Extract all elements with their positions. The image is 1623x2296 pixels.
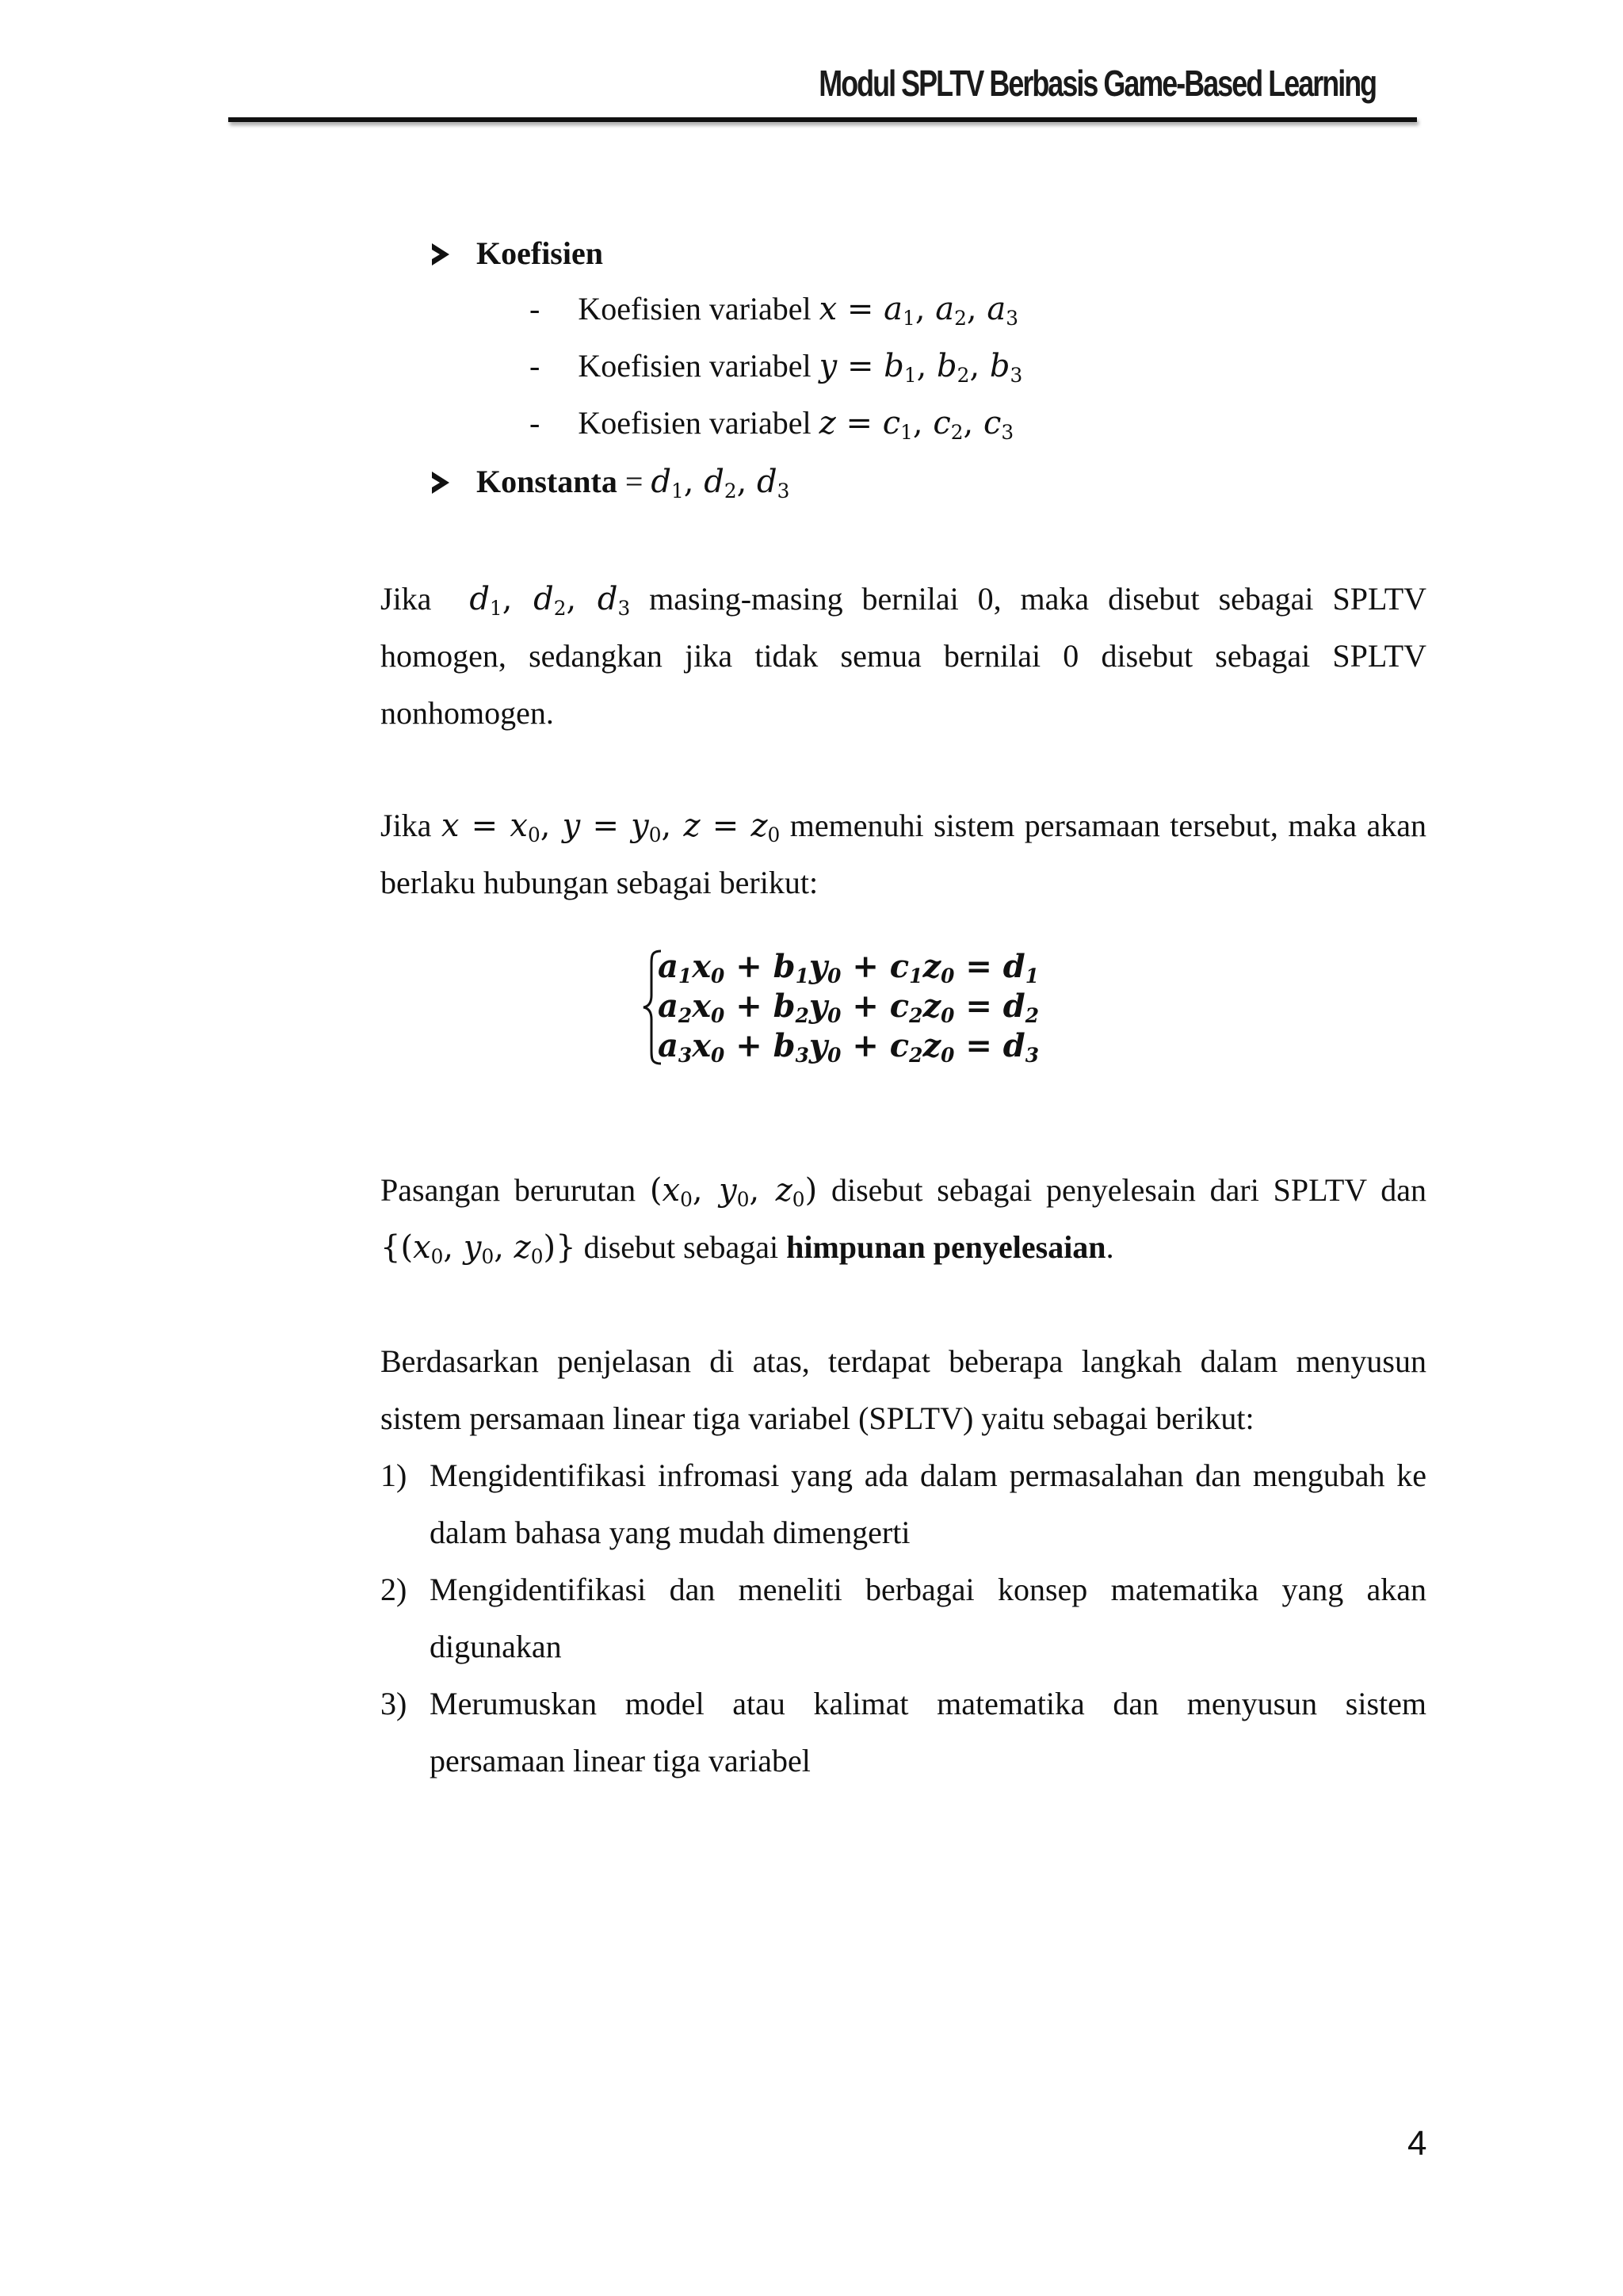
paragraph-homogen: Jika $d_1$, $d_2$, $d_3$ masing-masing bernilai 0, maka disebut sebagai SPLTV homogen, sedangkan jika tidak semua bernilai 0 disebut sebagai SPLTV nonhomogen. — [380, 581, 1427, 731]
coef-bullet — [432, 235, 603, 273]
document-page: Modul SPLTV Berbasis Game-Based Learning Koefisien - Koefisien variabel $x = a_1$, $a_2$, $a_3$ - Koefisien variabel $y = b_1$, $b_2$, $b_3$ - Koefisien variabel $z = c_1$, $c_2$, $c_3$ Konstanta = $d_1$, $d_2$, $d_3$ Jika $d_1$, $d_2$, $d_3$ masing-masing bernilai 0, maka disebut sebagai SPLTV homogen, sedangkan jika tidak semua bernilai 0 disebut sebagai SPLTV nonhomogen. Jika $x = x_0$, $y = y_0$, $z = z_0$ memenuhi sistem persamaan tersebut, maka akan berlaku hubungan sebagai berikut: $a_1x_0 + b_1y_0 + c_1z_0 = d_1$ $a_2x_0 + b_2y_0 + c_2z_0 = d_2$ $a_3x_0 + b_3y_0 + c_2z_0 = d_3$ Pasangan berurutan ($x_0$, $y_0$, $z_0$) disebut sebagai penyelesain dari SPLTV dan {($x_0$, $y_0$, $z_0$)} disebut sebagai himpunan penyelesaian. Berdasarkan penjelasan di atas, terdapat beberapa langkah dalam menyusun sistem persamaan linear tiga variabel (SPLTV) yaitu sebagai berikut: 1) Mengidentifikasi infromasi yang ada dalam permasalahan dan mengubah ke dalam bahasa yang mudah dimengerti 2) Mengidentifikasi dan meneliti berbagai konsep matematika yang akan digunakan 3) Merumuskan model atau kalimat matematika dan menyusun sistem persamaan linear tiga variabel 4 — [0, 0, 1623, 2296]
paragraph-solution-intro: Jika $x = x_0$, $y = y_0$, $z = z_0$ memenuhi sistem persamaan tersebut, maka akan berlaku hubungan sebagai berikut: — [380, 808, 1427, 900]
coef-item-x: - Koefisien variabel $x = a_1$, $a_2$, $a_3$ — [529, 291, 1018, 330]
coef-item-z: - Koefisien variabel $z = c_1$, $c_2$, $c_3$ — [529, 405, 1014, 444]
arrow-bullet-icon — [432, 472, 449, 494]
arrow-bullet-icon — [432, 243, 449, 266]
coef-item-y: - Koefisien variabel $y = b_1$, $b_2$, $b_3$ — [529, 348, 1023, 387]
konstanta-bullet: Konstanta = $d_1$, $d_2$, $d_3$ — [432, 463, 789, 501]
equation-1: $a_1x_0 + b_1y_0 + c_1z_0 = d_1$ — [658, 948, 1040, 988]
konstanta-heading: Konstanta — [476, 464, 617, 499]
header-title: Modul SPLTV Berbasis Game-Based Learning — [819, 63, 1376, 104]
equation-2: $a_2x_0 + b_2y_0 + c_2z_0 = d_2$ — [658, 988, 1040, 1027]
paragraph-himpunan: Pasangan berurutan ($x_0$, $y_0$, $z_0$) disebut sebagai penyelesain dari SPLTV dan {($x_0$, $y_0$, $z_0$)} disebut sebagai himpunan penyelesaian. — [380, 1172, 1426, 1268]
paragraph-langkah: Berdasarkan penjelasan di atas, terdapat beberapa langkah dalam menyusun sistem persamaan linear tiga variabel (SPLTV) yaitu sebagai berikut: — [380, 1343, 1426, 1436]
equation-3: $a_3x_0 + b_3y_0 + c_2z_0 = d_3$ — [658, 1027, 1040, 1067]
header-divider — [228, 117, 1417, 122]
coef-heading: Koefisien — [476, 235, 603, 271]
page-number: 4 — [1407, 2124, 1427, 2163]
